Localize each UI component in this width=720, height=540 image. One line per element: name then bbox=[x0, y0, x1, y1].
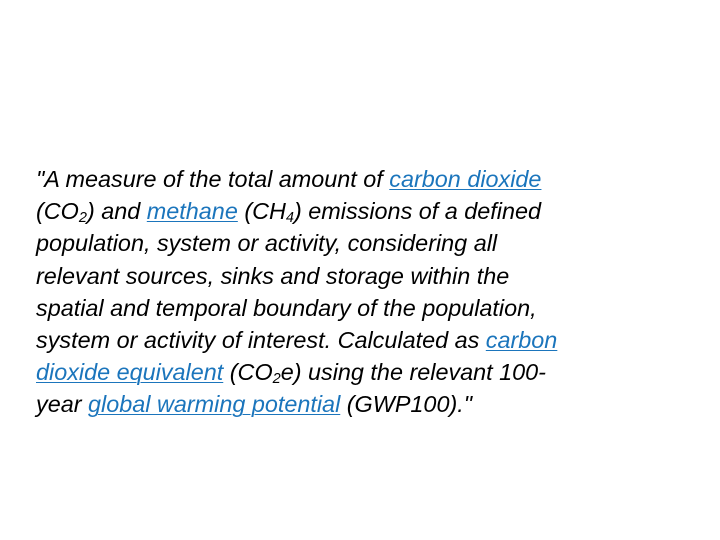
quote-line-3: population, system or activity, considering all bbox=[36, 230, 498, 257]
text-segment: (GWP100)." bbox=[340, 391, 473, 418]
text-segment: system or activity of interest. Calculated as bbox=[36, 327, 486, 354]
quote-line-7 bbox=[36, 356, 676, 388]
link-carbon-dioxide[interactable]: carbon dioxide bbox=[389, 166, 542, 192]
text-segment: (CO bbox=[223, 359, 273, 386]
text-segment: year bbox=[36, 391, 89, 418]
text-segment: ) and bbox=[86, 198, 147, 225]
subscript: 2 bbox=[272, 371, 281, 388]
link-global-warming-potential[interactable]: global warming potential bbox=[88, 391, 341, 418]
link-methane[interactable]: methane bbox=[146, 198, 238, 225]
quote-line-8 bbox=[36, 388, 676, 420]
quote-line-2 bbox=[36, 195, 676, 227]
link-carbon-dioxide-equivalent-end[interactable]: dioxide equivalent bbox=[36, 359, 224, 386]
text-segment: (CH bbox=[237, 198, 286, 225]
definition-quote bbox=[36, 163, 676, 421]
quote-line-4: relevant sources, sinks and storage within the bbox=[36, 262, 510, 289]
quote-line-1 bbox=[36, 163, 676, 195]
text-segment: (CO bbox=[36, 198, 79, 225]
subscript: 4 bbox=[285, 210, 294, 227]
link-carbon-dioxide-equivalent-start[interactable]: carbon bbox=[485, 327, 558, 354]
text-segment: e) using the relevant 100- bbox=[280, 359, 546, 386]
text-segment: ) emissions of a defined bbox=[293, 198, 542, 225]
quote-line-6 bbox=[36, 324, 676, 356]
subscript: 2 bbox=[78, 210, 87, 227]
text-segment: "A measure of the total amount of bbox=[36, 166, 390, 192]
quote-line-5: spatial and temporal boundary of the population, bbox=[36, 294, 537, 321]
